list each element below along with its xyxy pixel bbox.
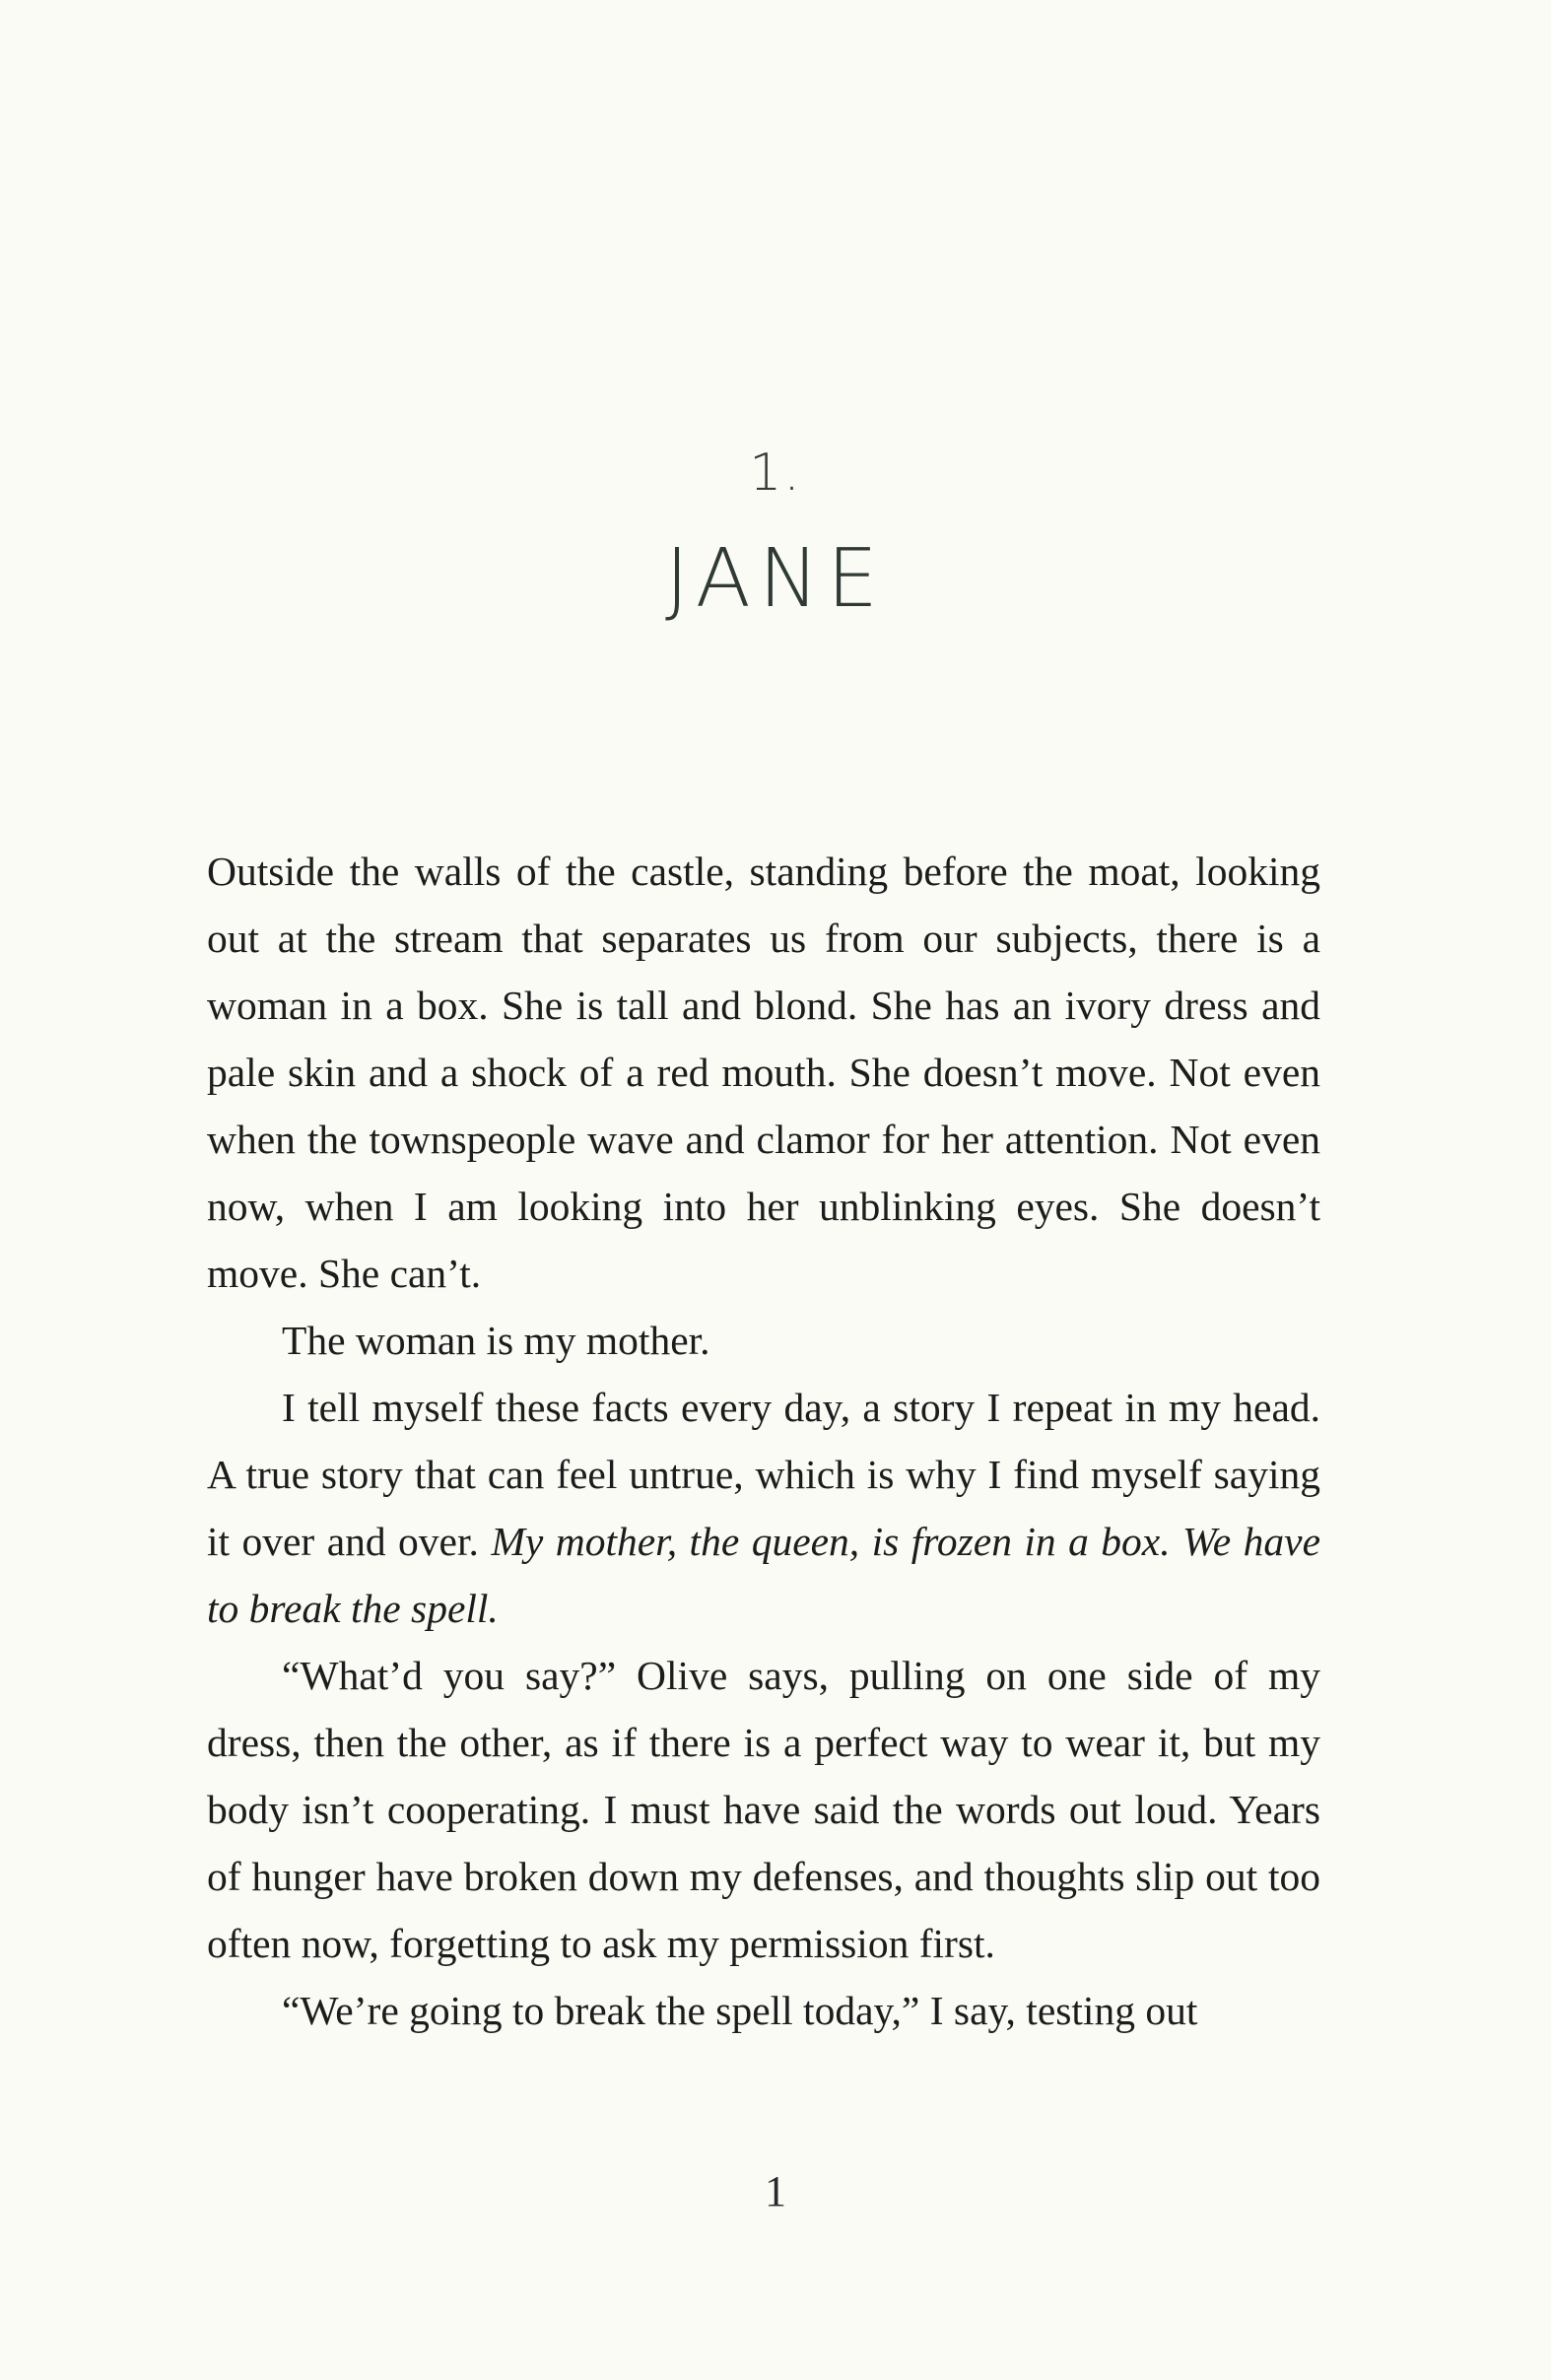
chapter-number: 1. <box>749 443 802 503</box>
paragraph-3 <box>207 1374 1320 1642</box>
paragraph-3-text: I tell myself these facts every day, a story I repeat in my head. A true story that can feel untrue, which is why I find myself saying it over and over. <box>207 1385 1320 1564</box>
page-number: 1 <box>765 2167 786 2215</box>
paragraph-5: “We’re going to break the spell today,” I say, testing out <box>282 1988 1198 2033</box>
chapter-body <box>207 838 1320 2044</box>
paragraph-2: The woman is my mother. <box>282 1318 710 1363</box>
paragraph-3-italic: My mother, the queen, is frozen in a box. We have to break the spell. <box>207 1519 1321 1631</box>
paragraph-1: Outside the walls of the castle, standing before the moat, looking out at the stream that separates us from our subjects, there is a woman in a box. She is tall and blond. She has an ivory dress and pale skin and a shock of a red mouth. She doesn’t move. Not even when the townspeople wave and clamor for her attention. Not even now, when I am looking into her unblinking eyes. She doesn’t move. She can’t. <box>207 849 1320 1296</box>
paragraph-4: “What’d you say?” Olive says, pulling on one side of my dress, then the other, as if there is a perfect way to wear it, but my body isn’t cooperating. I must have said the words out loud. Years of hunger have broken down my defenses, and thoughts slip out too often now, forgetting to ask my permission first. <box>207 1653 1320 1966</box>
chapter-title: JANE <box>665 532 886 626</box>
